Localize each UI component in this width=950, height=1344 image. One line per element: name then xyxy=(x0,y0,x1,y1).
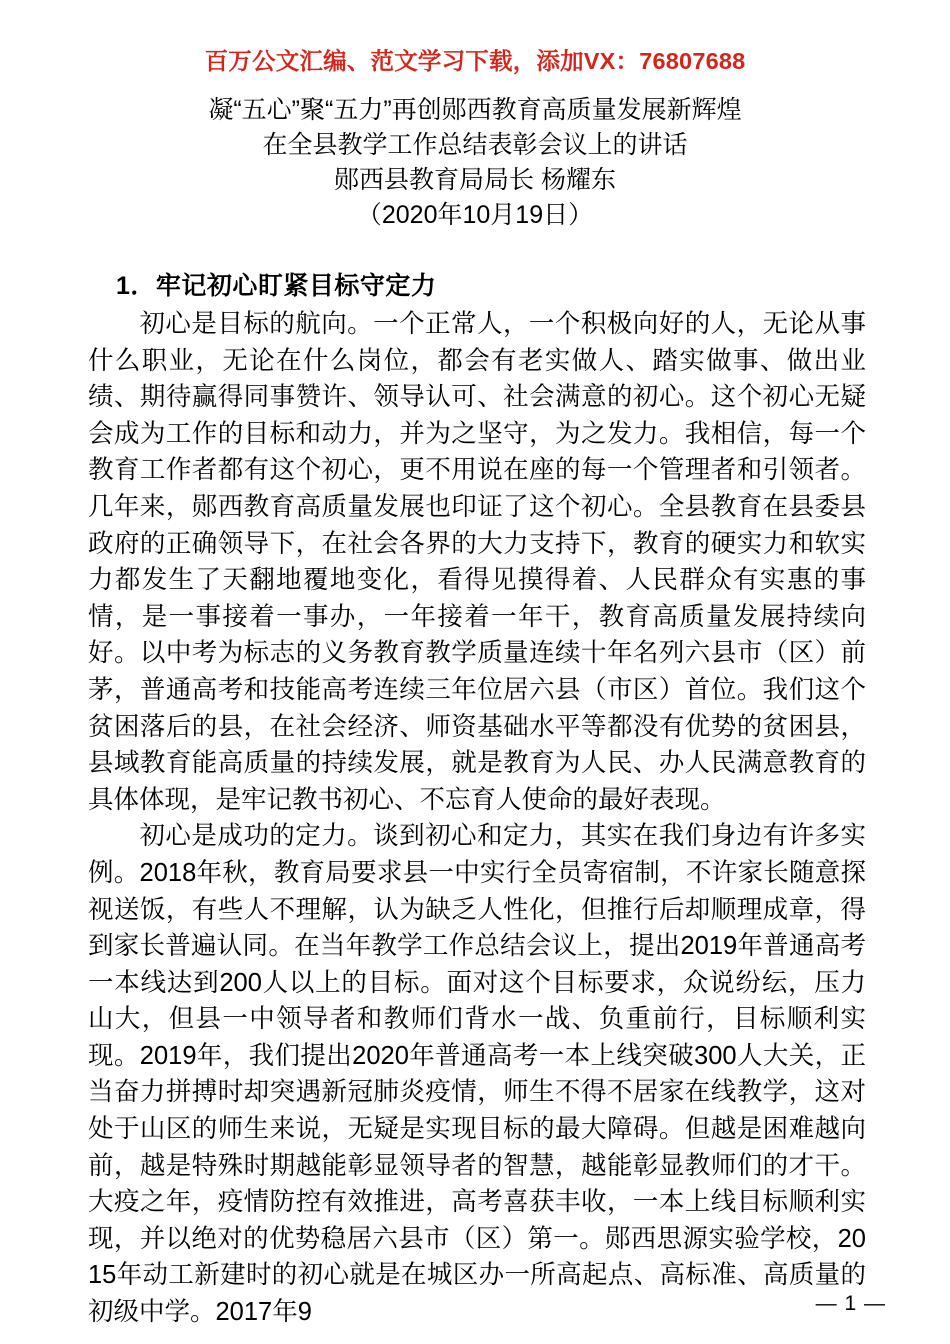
paragraph-2 xyxy=(88,818,866,1330)
document-title-block xyxy=(0,93,950,233)
promo-header-text: 百万公文汇编、范文学习下载，添加VX：76807688 xyxy=(204,48,746,74)
title-line-date: （2020年10月19日） xyxy=(356,201,594,229)
paragraph-1 xyxy=(88,306,866,818)
title-line-subtitle: 在全县教学工作总结表彰会议上的讲话 xyxy=(262,131,688,159)
title-line-main: 凝“五心”聚“五力”再创郧西教育高质量发展新辉煌 xyxy=(208,96,742,124)
paragraph-1-text: 初心是目标的航向。一个正常人，一个积极向好的人，无论从事什么职业，无论在什么岗位，都会有老实做人、踏实做事、做出业绩、期待赢得同事赞许、领导认可、社会满意的初心。这个初心无疑会成为工作的目标和动力，并为之坚守，为之发力。我相信，每一个教育工作者都有这个初心，更不用说在座的每一个管理者和引领者。几年来，郧西教育高质量发展也印证了这个初心。全县教育在县委县政府的正确领导下，在社会各界的大力支持下，教育的硬实力和软实力都发生了天翻地覆地变化，看得见摸得着、人民群众有实惠的事情，是一事接着一事办，一年接着一年干，教育高质量发展持续向好。以中考为标志的义务教育教学质量连续十年名列六县市（区）前茅，普通高考和技能高考连续三年位居六县（市区）首位。我们这个贫困落后的县，在社会经济、师资基础水平等都没有优势的贫困县，县域教育能高质量的持续发展，就是教育为人民、办人民满意教育的具体体现，是牢记教书初心、不忘育人使命的最好表现。 xyxy=(88,310,866,814)
page-number-footer: — 1 — xyxy=(815,1292,886,1315)
section-heading-1: 1．牢记初心盯紧目标守定力 xyxy=(116,272,437,300)
document-body xyxy=(88,268,866,1331)
paragraph-2-text: 初心是成功的定力。谈到初心和定力，其实在我们身边有许多实例。2018年秋，教育局要求县一中实行全员寄宿制，不许家长随意探视送饭，有些人不理解，认为缺乏人性化，但推行后却顺理成章，得到家长普遍认同。在当年教学工作总结会议上，提出2019年普通高考一本线达到200人以上的目标。面对这个目标要求，众说纷纭，压力山大，但县一中领导者和教师们背水一战、负重前行，目标顺利实现。2019年，我们提出2020年普通高考一本上线突破300人大关，正当奋力拼搏时却突遇新冠肺炎疫情，师生不得不居家在线教学，这对处于山区的师生来说，无疑是实现目标的最大障碍。但越是困难越向前，越是特殊时期越能彰显领导者的智慧，越能彰显教师们的才干。大疫之年，疫情防控有效推进，高考喜获丰收，一本上线目标顺利实现，并以绝对的优势稳居六县市（区）第一。郧西思源实验学校，2015年动工新建时的初心就是在城区办一所高起点、高标准、高质量的初级中学。2017年9 xyxy=(88,822,866,1327)
title-line-author: 郧西县教育局局长 杨耀东 xyxy=(334,166,616,194)
